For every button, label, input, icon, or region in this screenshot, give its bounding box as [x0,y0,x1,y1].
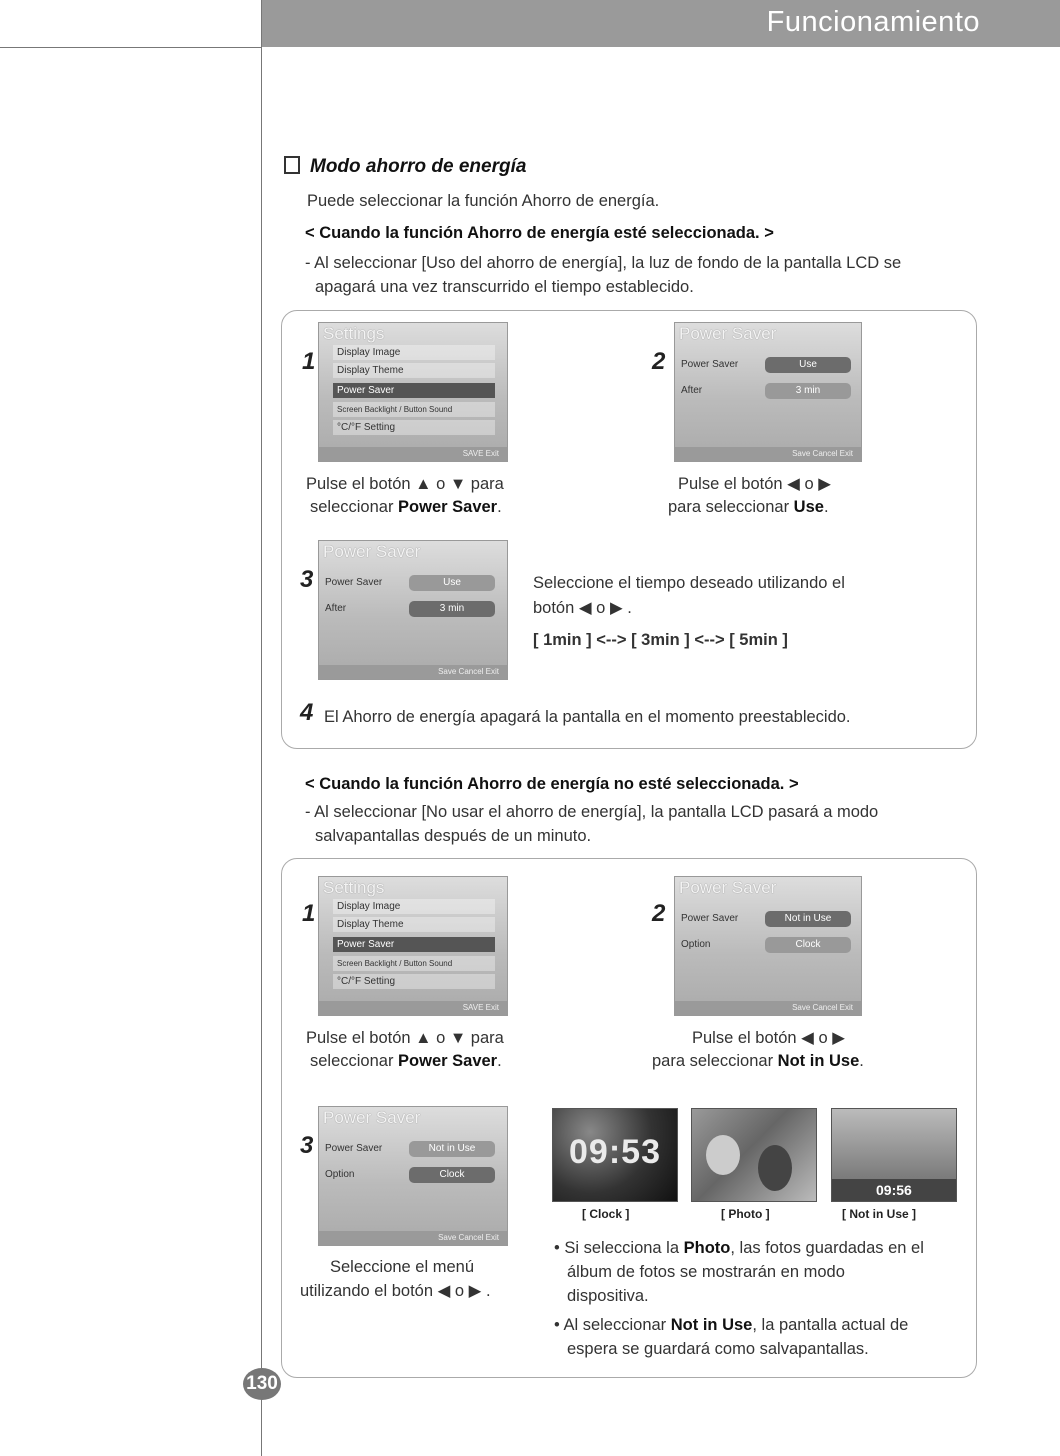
part2-desc-line2: salvapantallas después de un minuto. [315,827,592,845]
right-arrow-icon: ▶ [832,1029,845,1047]
bullet-photo-line2: álbum de fotos se mostrarán en modo [567,1263,845,1281]
bullet-dot: • [554,1239,565,1257]
step-number: 2 [652,900,666,927]
section-title: Modo ahorro de energía [284,156,526,178]
step-number: 3 [300,1132,314,1159]
menu-item-selected: Power Saver [333,937,495,952]
step2-caption-line2: para seleccionar Use. [668,498,829,516]
part1-desc-line1: - Al seleccionar [Uso del ahorro de energía], la luz de fondo de la pantalla LCD se [305,254,902,272]
step1-caption-line2: seleccionar Power Saver. [310,1052,502,1070]
menu-item: Screen Backlight / Button Sound [333,402,495,417]
step-number: 4 [300,699,314,726]
clock-thumbnail: 09:53 [552,1108,678,1202]
power-saver-screen: Power Saver Power Saver Not in Use Option Clock Save Cancel Exit [674,876,862,1016]
margin-rule [261,0,262,1456]
left-arrow-icon: ◀ [437,1282,451,1300]
power-saver-screen: Power Saver Power Saver Not in Use Option Clock Save Cancel Exit [318,1106,508,1246]
bullet-photo: • Si selecciona la Photo, las fotos guardadas en el [554,1239,924,1257]
power-saver-screen: Power Saver Power Saver Use After 3 min Save Cancel Exit [674,322,862,462]
step2-caption-line1: Pulse el botón ◀ o ▶ [678,475,831,493]
menu-item: Display Image [333,345,495,360]
notinuse-caption: [ Not in Use ] [842,1207,916,1221]
step2-caption-line2: para seleccionar Not in Use. [652,1052,864,1070]
part1-desc-line2: apagará una vez transcurrido el tiempo establecido. [315,278,694,296]
left-arrow-icon: ◀ [787,475,800,493]
settings-screen: Settings Display Image Display Theme Power Saver Screen Backlight / Button Sound °C/°F Setting SAVE Exit [318,322,508,462]
down-arrow-icon: ▼ [449,1029,467,1047]
page-header [262,0,1060,47]
step3-caption-line2: botón ◀ o ▶ . [533,599,632,617]
step-number: 3 [300,566,314,593]
settings-screen: Settings Display Image Display Theme Power Saver Screen Backlight / Button Sound °C/°F Setting SAVE Exit [318,876,508,1016]
part2-heading: < Cuando la función Ahorro de energía no esté seleccionada. > [305,775,799,793]
step-number: 1 [302,900,316,927]
bullet-photo-line3: dispositiva. [567,1287,649,1305]
bullet-notinuse-line2: espera se guardará como salvapantallas. [567,1340,869,1358]
right-arrow-icon: ▶ [468,1282,482,1300]
bullet-dot: • [554,1316,564,1334]
page-number: 130 [243,1368,281,1400]
step3-caption-line1: Seleccione el menú [330,1258,475,1276]
step-number: 1 [302,348,316,375]
right-arrow-icon: ▶ [609,599,623,617]
menu-item: Display Image [333,899,495,914]
up-arrow-icon: ▲ [415,1029,432,1047]
step1-caption-line1: Pulse el botón ▲ o ▼ para [306,1029,504,1047]
step4-text: El Ahorro de energía apagará la pantalla en el momento preestablecido. [324,708,851,726]
left-arrow-icon: ◀ [801,1029,814,1047]
face-shape [706,1135,740,1175]
menu-item: Display Theme [333,363,495,378]
checkbox-icon [284,156,300,174]
step2-caption-line1: Pulse el botón ◀ o ▶ [692,1029,845,1047]
step3-caption-line2: utilizando el botón ◀ o ▶ . [300,1282,491,1300]
notinuse-thumbnail: 09:56 [831,1108,957,1202]
step1-caption-line2: seleccionar Power Saver. [310,498,502,516]
step1-caption-line1: Pulse el botón ▲ o ▼ para [306,475,504,493]
menu-item: °C/°F Setting [333,420,495,435]
power-saver-screen: Power Saver Power Saver Use After 3 min Save Cancel Exit [318,540,508,680]
face-shape [758,1145,792,1191]
header-title: Funcionamiento [766,6,980,38]
bullet-notinuse: • Al seleccionar Not in Use, la pantalla actual de [554,1316,909,1334]
menu-item: Screen Backlight / Button Sound [333,956,495,971]
time-options: [ 1min ] <--> [ 3min ] <--> [ 5min ] [533,631,788,649]
menu-item-selected: Power Saver [333,383,495,398]
photo-caption: [ Photo ] [721,1207,770,1221]
step3-caption-line1: Seleccione el tiempo deseado utilizando el [533,574,845,592]
part1-heading: < Cuando la función Ahorro de energía esté seleccionada. > [305,224,774,242]
menu-item: °C/°F Setting [333,974,495,989]
part2-desc-line1: - Al seleccionar [No usar el ahorro de energía], la pantalla LCD pasará a modo [305,803,879,821]
up-arrow-icon: ▲ [415,475,432,493]
menu-item: Display Theme [333,917,495,932]
clock-caption: [ Clock ] [582,1207,630,1221]
step-number: 2 [652,348,666,375]
right-arrow-icon: ▶ [818,475,831,493]
down-arrow-icon: ▼ [449,475,467,493]
photo-thumbnail [691,1108,817,1202]
left-arrow-icon: ◀ [578,599,592,617]
top-rule [0,47,262,48]
section-intro: Puede seleccionar la función Ahorro de energía. [307,192,660,210]
